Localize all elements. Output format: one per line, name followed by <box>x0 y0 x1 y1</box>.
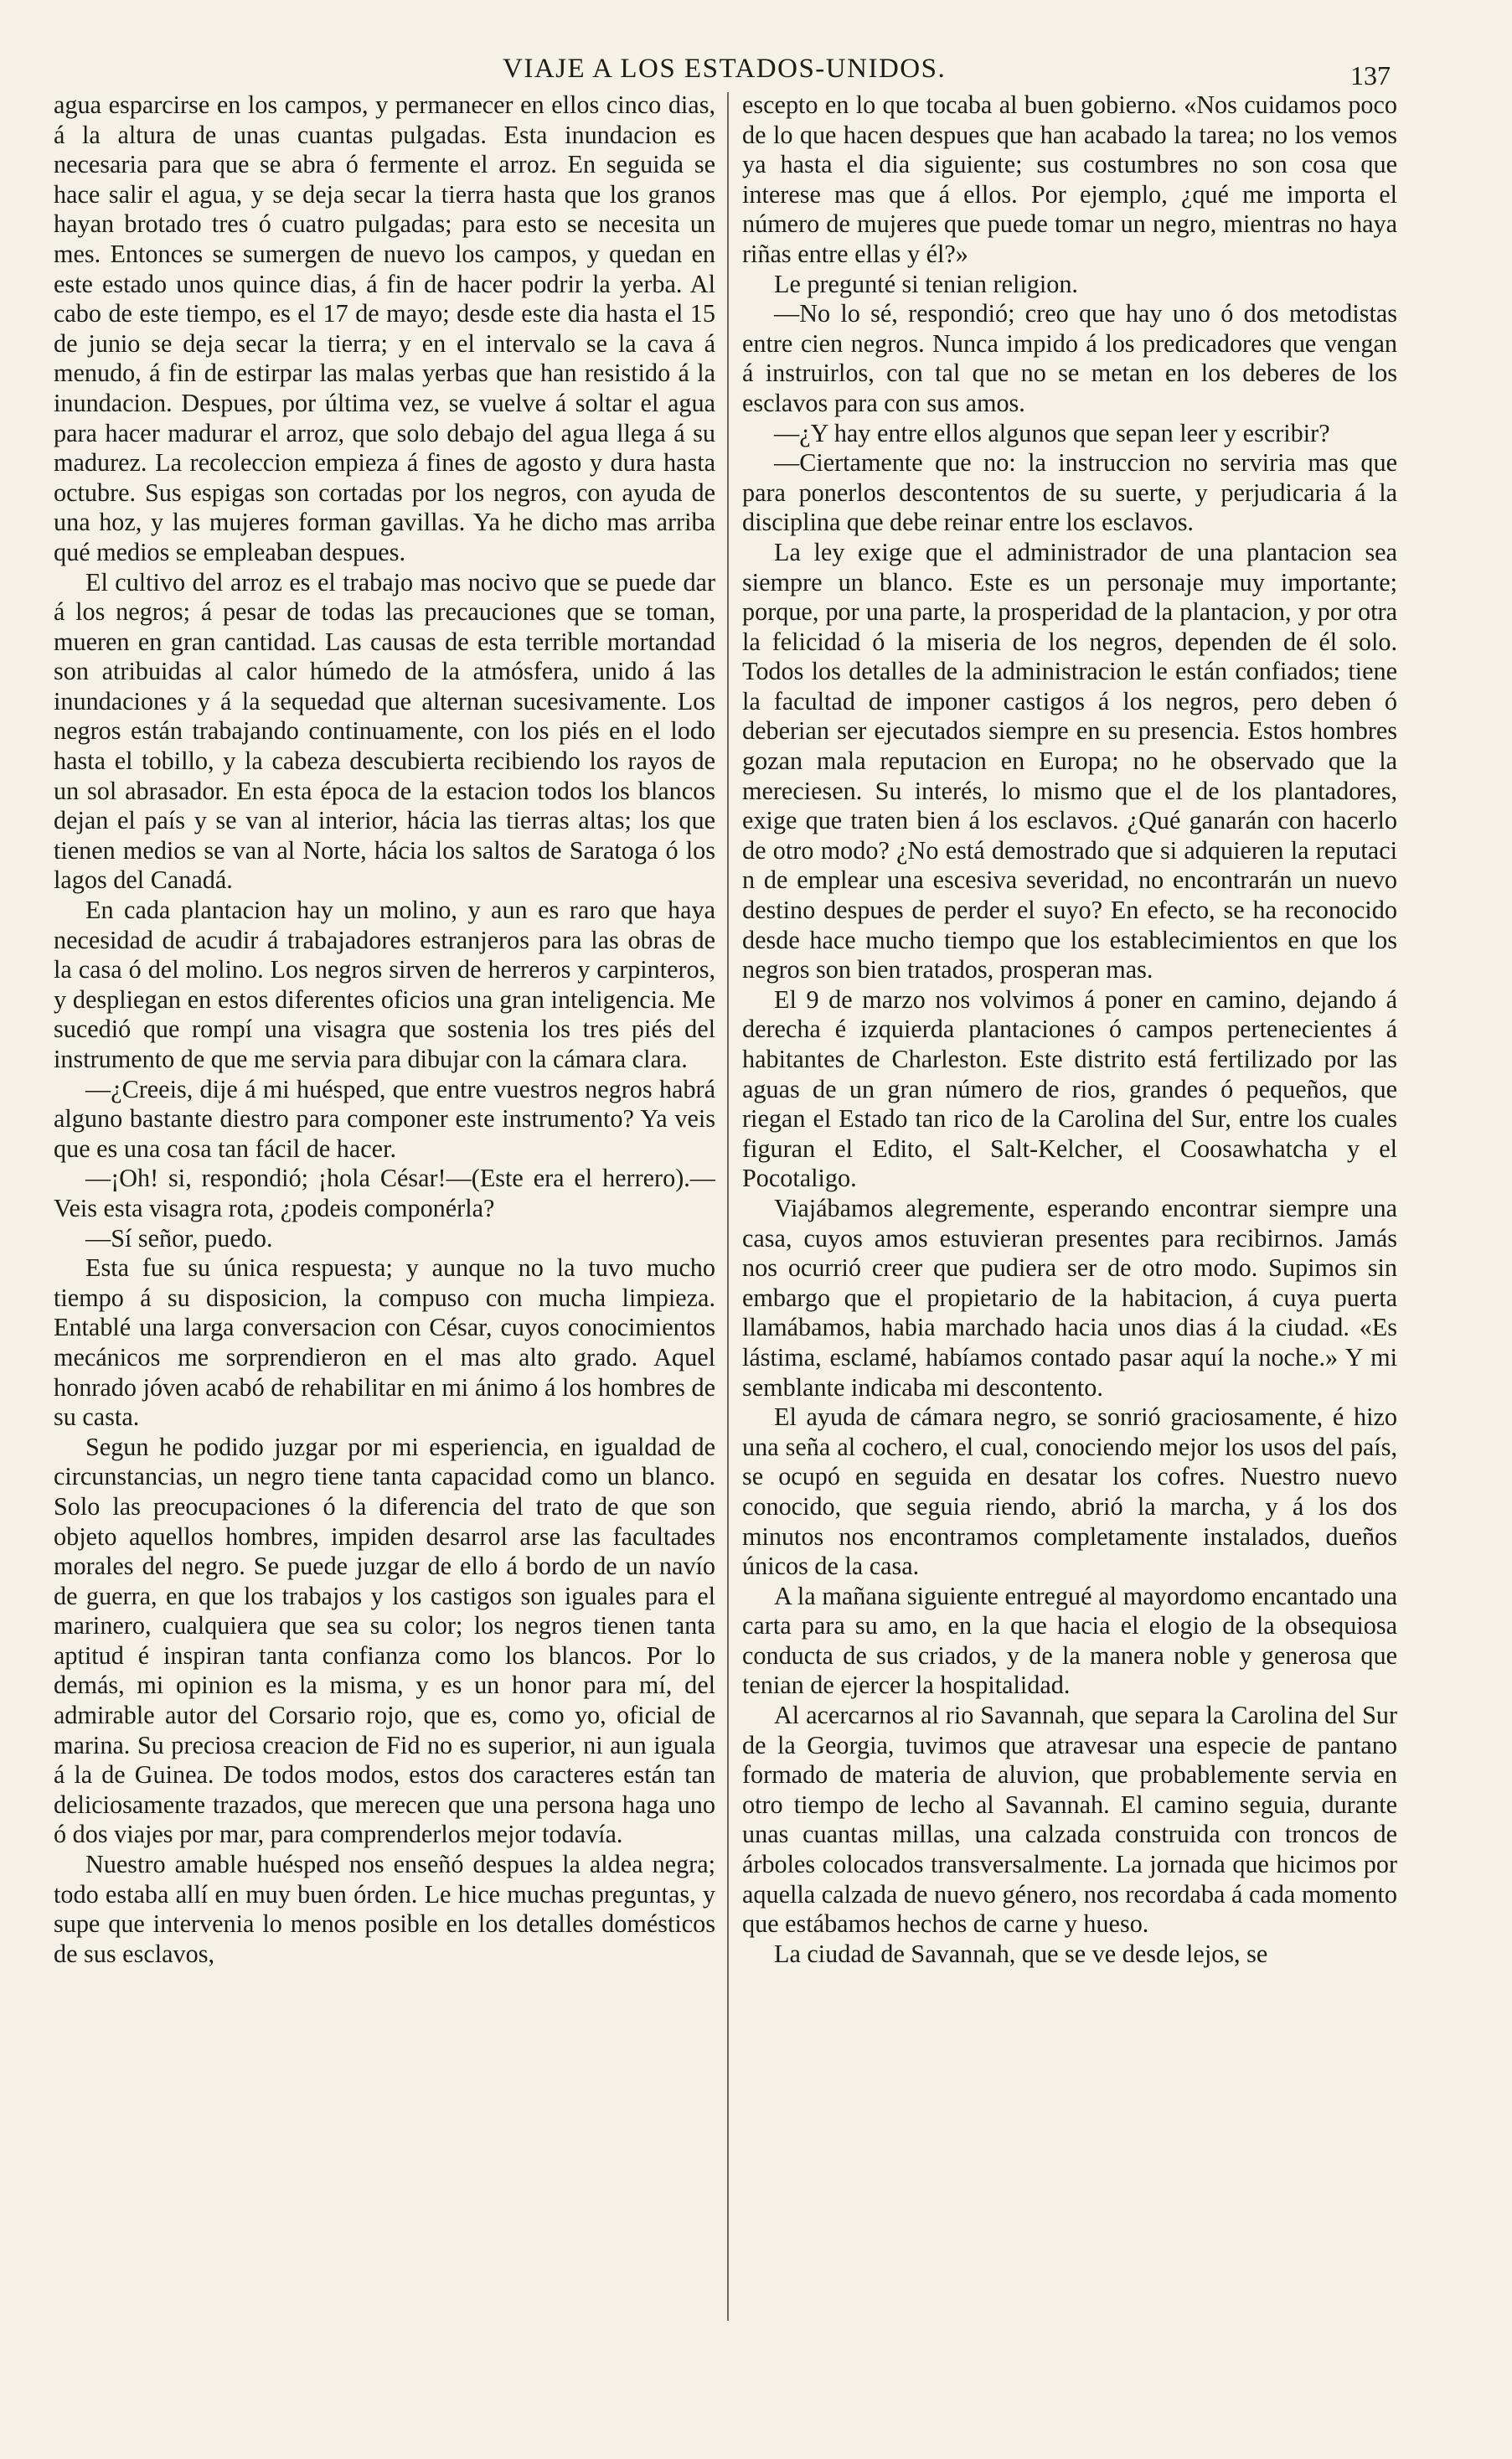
paragraph: —Sí señor, puedo. <box>85 1223 273 1253</box>
running-title: VIAJE A LOS ESTADOS-UNIDOS. <box>503 54 947 84</box>
paragraph: Nuestro amable huésped nos enseñó despues la aldea negra; todo estaba allí en muy buen órden. Le hice muchas preguntas, y supe que intervenia lo menos posible en los detalles domésticos de sus esclavos, <box>54 1850 715 1968</box>
paragraph: agua esparcirse en los campos, y permanecer en ellos cinco dias, á la altura de unas cuantas pulgadas. Esta inundacion es necesaria para que se abra ó fermente el arroz. En seguida se hace salir el agua, y se deja secar la tierra hasta que los granos hayan brotado tres ó cuatro pulgadas; para esto se necesita un mes. Entonces se sumergen de nuevo los campos, y quedan en este estado unos quince dias, á fin de hacer podrir la yerba. Al cabo de este tiempo, es el 17 de mayo; desde este dia hasta el 15 de junio se deja secar la tierra; y en el intervalo se la cava á menudo, á fin de estirpar las malas yerbas que han resistido á la inundacion. Despues, por última vez, se vuelve á soltar el agua para hacer madurar el arroz, que solo debajo del agua llega á su madurez. La recoleccion empieza á fines de agosto y dura hasta octubre. Sus espigas son cortadas por los negros, con ayuda de una hoz, y las mujeres forman gavillas. Ya he dicho mas arriba qué medios se empleaban despues. <box>54 90 715 566</box>
paragraph: El ayuda de cámara negro, se sonrió graciosamente, é hizo una seña al cochero, el cual, conociendo mejor los usos del país, se ocupó en seguida en desatar los cofres. Nuestro nuevo conocido, que seguia riendo, abrió la marcha, y á los dos minutos nos encontramos completamente instalados, dueños únicos de la casa. <box>742 1403 1397 1581</box>
paragraph: —Ciertamente que no: la instruccion no serviria mas que para ponerlos descontentos de su suerte, y perjudicaria á la disciplina que debe reinar entre los esclavos. <box>742 448 1397 537</box>
paragraph: Al acercarnos al rio Savannah, que separa la Carolina del Sur de la Georgia, tuvimos que atravesar una especie de pantano formado de materia de aluvion, que probablemente servia en otro tiempo de lecho al Savannah. El camino seguia, durante unas cuantas millas, una calzada construida con troncos de árboles colocados transversalmente. La jornada que hicimos por aquella calzada de nuevo género, nos recordaba á cada momento que estábamos hechos de carne y hueso. <box>742 1701 1397 1939</box>
paragraph: Le pregunté si tenian religion. <box>774 269 1078 298</box>
paragraph: En cada plantacion hay un molino, y aun es raro que haya necesidad de acudir á trabajadores estranjeros para las obras de la casa ó del molino. Los negros sirven de herreros y carpinteros, y despliegan en estos diferentes oficios una gran inteligencia. Me sucedió que rompí una visagra que sostenia los tres piés del instrumento de que me servia para dibujar con la cámara clara. <box>54 896 715 1073</box>
paragraph: El cultivo del arroz es el trabajo mas nocivo que se puede dar á los negros; á pesar de todas las precauciones que se toman, mueren en gran cantidad. Las causas de esta terrible mortandad son atribuidas al calor húmedo de la atmósfera, unido á las inundaciones y á la sequedad que alternan sucesivamente. Los negros están trabajando continuamente, con los piés en el lodo hasta el tobillo, y la cabeza descubierta recibiendo los rayos de un sol abrasador. En esta época de la estacion todos los blancos dejan el país y se van al interior, hácia las tierras altas; los que tienen medios se van al Norte, hácia los saltos de Saratoga ó los lagos del Canadá. <box>54 567 715 895</box>
paragraph: —¿Creeis, dije á mi huésped, que entre vuestros negros habrá alguno bastante diestro para componer este instrumento? Ya veis que es una cosa tan fácil de hacer. <box>54 1074 715 1163</box>
paragraph: Viajábamos alegremente, esperando encontrar siempre una casa, cuyos amos estuvieran presentes para recibirnos. Jamás nos ocurrió creer que pudiera ser de otro modo. Supimos sin embargo que el propietario de la habitacion, á cuya puerta llamábamos, habia marchado hacia unos dias á la ciudad. «Es lástima, esclamé, habíamos contado pasar aquí la noche.» Y mi semblante indicaba mi descontento. <box>742 1193 1397 1402</box>
page-number: 137 <box>1350 60 1391 90</box>
paragraph: escepto en lo que tocaba al buen gobierno. «Nos cuidamos poco de lo que hacen despues que han acabado la tarea; no los vemos ya hasta el dia siguiente; sus costumbres no son cosa que interese mas que á ellos. Por ejemplo, ¿qué me importa el número de mujeres que puede tomar un negro, mientras no haya riñas entre ellas y él?» <box>742 90 1397 268</box>
paragraph: —¿Y hay entre ellos algunos que sepan leer y escribir? <box>774 418 1330 447</box>
paragraph: Segun he podido juzgar por mi esperiencia, en igualdad de circunstancias, un negro tiene tanta capacidad como un blanco. Solo las preocupaciones ó la diferencia del trato de que son objeto aquellos hombres, impiden desarrol arse las facultades morales del negro. Se puede juzgar de ello á bordo de un navío de guerra, en que los trabajos y los castigos son iguales para el marinero, cualquiera que sea su color; los negros tienen tanta aptitud é inspiran tanta confianza como los blancos. Por lo demás, mi opinion es la misma, y es un honor para mí, del admirable autor del Corsario rojo, que es, como yo, oficial de marina. Su preciosa creacion de Fid no es superior, ni aun iguala á la de Guinea. De todos modos, estos dos caracteres están tan deliciosamente trazados, que merecen que una persona haga uno ó dos viajes por mar, para comprenderlos mejor todavía. <box>54 1432 715 1849</box>
running-head <box>0 52 1512 89</box>
right-column <box>742 90 1397 2445</box>
paragraph: —¡Oh! si, respondió; ¡hola César!—(Este era el herrero).—Veis esta visagra rota, ¿podeis componérla? <box>54 1164 715 1222</box>
left-column <box>54 90 715 2445</box>
paragraph: —No lo sé, respondió; creo que hay uno ó dos metodistas entre cien negros. Nunca impido á los predicadores que vengan á instruirlos, con tal que no se metan en los deberes de los esclavos para con sus amos. <box>742 299 1397 417</box>
paragraph: El 9 de marzo nos volvimos á poner en camino, dejando á derecha é izquierda plantaciones ó campos pertenecientes á habitantes de Charleston. Este distrito está fertilizado por las aguas de un gran número de rios, grandes ó pequeños, que riegan el Estado tan rico de la Carolina del Sur, entre los cuales figuran el Edito, el Salt-Kelcher, el Coosawhatcha y el Pocotaligo. <box>742 984 1397 1193</box>
paragraph: A la mañana siguiente entregué al mayordomo encantado una carta para su amo, en la que hacia el elogio de la obsequiosa conducta de sus criados, y de la manera noble y generosa que tenian de ejercer la hospitalidad. <box>742 1581 1397 1700</box>
paragraph: La ciudad de Savannah, que se ve desde lejos, se <box>774 1939 1268 1968</box>
paragraph: La ley exige que el administrador de una plantacion sea siempre un blanco. Este es un personaje muy importante; porque, por una parte, la prosperidad de la plantacion, y por otra la felicidad ó la miseria de los negros, dependen de él solo. Todos los detalles de la administracion le están confiados; tiene la facultad de imponer castigos á los negros, pero deben ó deberian ser ejecutados siempre en su presencia. Estos hombres gozan mala reputacion en Europa; no he observado que la mereciesen. Su interés, lo mismo que el de los plantadores, exige que traten bien á los esclavos. ¿Qué ganarán con hacerlo de otro modo? ¿No está demostrado que si adquieren la reputaci n de emplear una escesiva severidad, no encontrarán un nuevo destino despues de perder el suyo? En efecto, se ha reconocido desde hace mucho tiempo que los establecimientos en que los negros son bien tratados, prosperan mas. <box>742 537 1397 984</box>
column-divider <box>727 92 729 2321</box>
paragraph: Esta fue su única respuesta; y aunque no la tuvo mucho tiempo á su disposicion, la compuso con mucha limpieza. Entablé una larga conversacion con César, cuyos conocimientos mecánicos me sorprendieron en el mas alto grado. Aquel honrado jóven acabó de rehabilitar en mi ánimo á los hombres de su casta. <box>54 1253 715 1432</box>
